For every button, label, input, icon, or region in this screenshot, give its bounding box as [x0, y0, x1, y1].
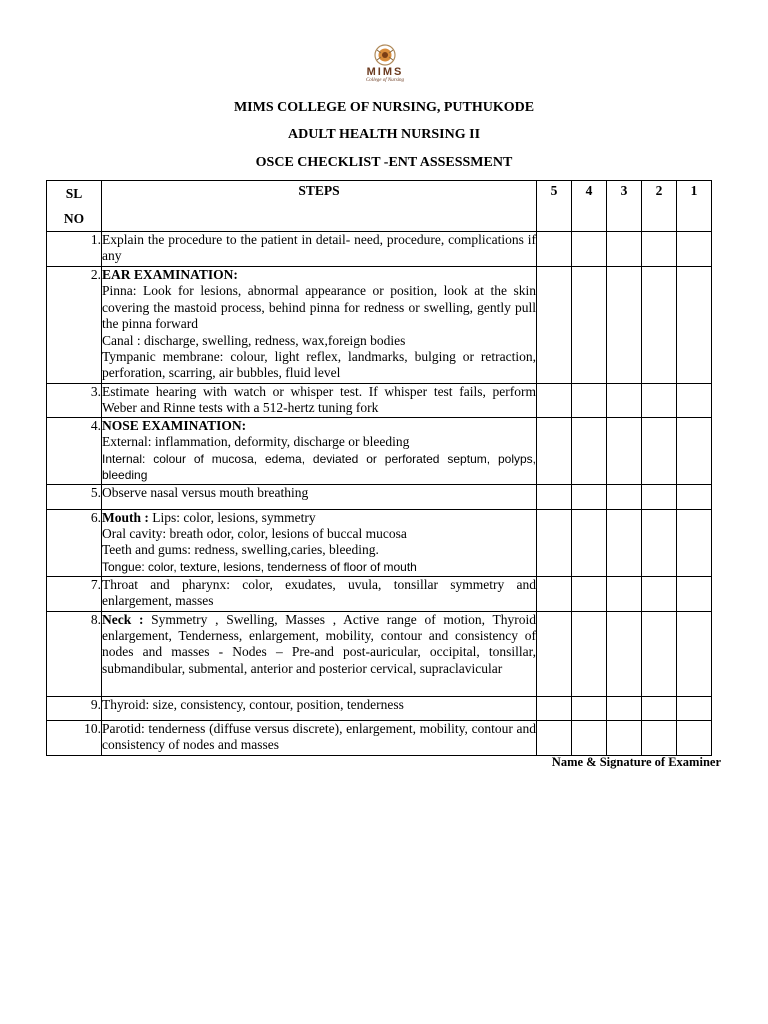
table-row	[47, 484, 712, 509]
score-cell-1[interactable]	[677, 418, 712, 485]
score-cell-2[interactable]	[642, 418, 677, 485]
score-cell-2[interactable]	[642, 696, 677, 720]
row-number: 10.	[47, 720, 102, 755]
column-header-steps: STEPS	[102, 181, 537, 232]
score-cell-3[interactable]	[607, 384, 642, 418]
column-header-score-5: 5	[537, 181, 572, 232]
score-cell-4[interactable]	[572, 267, 607, 384]
step-cell	[102, 611, 537, 696]
score-cell-1[interactable]	[677, 509, 712, 576]
score-cell-5[interactable]	[537, 696, 572, 720]
step-cell	[102, 384, 537, 418]
score-cell-5[interactable]	[537, 611, 572, 696]
step-text: Tympanic membrane: colour, light reflex, landmarks, bulging or retraction, perforation, scarring, air bubbles, fluid level	[102, 349, 536, 381]
table-row	[47, 418, 712, 485]
score-cell-2[interactable]	[642, 576, 677, 611]
score-cell-4[interactable]	[572, 418, 607, 485]
table-row	[47, 232, 712, 267]
score-cell-5[interactable]	[537, 484, 572, 509]
step-text: Tongue: color, texture, lesions, tenderness of floor of mouth	[102, 559, 417, 574]
score-cell-1[interactable]	[677, 484, 712, 509]
score-cell-5[interactable]	[537, 267, 572, 384]
score-cell-3[interactable]	[607, 509, 642, 576]
score-cell-1[interactable]	[677, 611, 712, 696]
column-header-score-4: 4	[572, 181, 607, 232]
step-text: Explain the procedure to the patient in detail- need, procedure, complications if any	[102, 232, 536, 264]
score-cell-3[interactable]	[607, 611, 642, 696]
step-lead-line	[102, 612, 536, 678]
step-text: Parotid: tenderness (diffuse versus discrete), enlargement, mobility, contour and consistency of nodes and masses	[102, 720, 536, 753]
examiner-signature-label: Name & Signature of Examiner	[551, 755, 721, 769]
score-cell-5[interactable]	[537, 232, 572, 267]
college-logo	[357, 44, 413, 88]
step-text: Oral cavity: breath odor, color, lesions of buccal mucosa	[102, 526, 407, 542]
score-cell-5[interactable]	[537, 509, 572, 576]
score-cell-2[interactable]	[642, 720, 677, 755]
row-number: 8.	[47, 611, 102, 696]
table-row	[47, 720, 712, 755]
row-number: 4.	[47, 418, 102, 485]
step-lead-line	[102, 510, 536, 526]
score-cell-3[interactable]	[607, 267, 642, 384]
step-cell	[102, 696, 537, 720]
step-text: Observe nasal versus mouth breathing	[102, 484, 309, 500]
score-cell-3[interactable]	[607, 576, 642, 611]
table-row	[47, 611, 712, 696]
score-cell-2[interactable]	[642, 509, 677, 576]
row-number: 7.	[47, 576, 102, 611]
table-row	[47, 509, 712, 576]
score-cell-5[interactable]	[537, 418, 572, 485]
score-cell-1[interactable]	[677, 232, 712, 267]
score-cell-1[interactable]	[677, 576, 712, 611]
step-text: Thyroid: size, consistency, contour, position, tenderness	[102, 696, 404, 712]
score-cell-4[interactable]	[572, 611, 607, 696]
institution-title: MIMS COLLEGE OF NURSING, PUTHUKODE	[233, 100, 535, 115]
checklist-title: OSCE CHECKLIST -ENT ASSESSMENT	[255, 155, 513, 170]
sl-label: SL	[65, 186, 83, 201]
no-label: NO	[63, 211, 85, 226]
osce-checklist-table	[46, 180, 712, 756]
score-cell-4[interactable]	[572, 484, 607, 509]
row-number: 2.	[47, 267, 102, 384]
table-row	[47, 576, 712, 611]
step-cell	[102, 509, 537, 576]
score-cell-3[interactable]	[607, 696, 642, 720]
score-cell-3[interactable]	[607, 418, 642, 485]
table-row	[47, 696, 712, 720]
score-cell-2[interactable]	[642, 611, 677, 696]
score-cell-2[interactable]	[642, 232, 677, 267]
score-cell-3[interactable]	[607, 720, 642, 755]
table-row	[47, 384, 712, 418]
step-cell	[102, 720, 537, 755]
step-lead: Neck :	[102, 611, 144, 627]
score-cell-1[interactable]	[677, 720, 712, 755]
score-cell-2[interactable]	[642, 484, 677, 509]
score-cell-1[interactable]	[677, 696, 712, 720]
row-number: 3.	[47, 384, 102, 418]
step-text: External: inflammation, deformity, discharge or bleeding	[102, 434, 410, 450]
step-cell	[102, 232, 537, 267]
score-cell-2[interactable]	[642, 384, 677, 418]
score-cell-5[interactable]	[537, 384, 572, 418]
step-cell	[102, 267, 537, 384]
step-text: Canal : discharge, swelling, redness, wax,foreign bodies	[102, 332, 406, 348]
step-heading: EAR EXAMINATION:	[102, 267, 238, 282]
row-number: 5.	[47, 484, 102, 509]
score-cell-1[interactable]	[677, 384, 712, 418]
step-lead-text: Symmetry , Swelling, Masses , Active range of motion, Thyroid enlargement, Tenderness, enlargement, mobility, contour and consistency of nodes and masses - Nodes – Pre-and post-auricular, occipital, tonsillar, submandibular, submental, anterior and posterior cervical, supraclavicular	[102, 611, 536, 676]
step-text: Teeth and gums: redness, swelling,caries, bleeding.	[102, 542, 379, 558]
score-cell-3[interactable]	[607, 484, 642, 509]
row-number: 9.	[47, 696, 102, 720]
step-cell	[102, 418, 537, 485]
score-cell-4[interactable]	[572, 696, 607, 720]
score-cell-4[interactable]	[572, 576, 607, 611]
score-cell-4[interactable]	[572, 720, 607, 755]
step-text: Estimate hearing with watch or whisper test. If whisper test fails, perform Weber and Rinne tests with a 512-hertz tuning fork	[102, 384, 536, 416]
course-title: ADULT HEALTH NURSING II	[287, 127, 481, 142]
score-cell-1[interactable]	[677, 267, 712, 384]
row-number: 6.	[47, 509, 102, 576]
step-lead: Mouth :	[102, 509, 149, 525]
score-cell-3[interactable]	[607, 232, 642, 267]
emblem-icon	[373, 44, 397, 66]
row-number: 1.	[47, 232, 102, 267]
logo-subtext: College of Nursing	[365, 78, 405, 83]
score-cell-5[interactable]	[537, 720, 572, 755]
score-cell-2[interactable]	[642, 267, 677, 384]
score-cell-4[interactable]	[572, 232, 607, 267]
step-lead-text: Lips: color, lesions, symmetry	[148, 509, 316, 525]
logo-wordmark: MIMS	[366, 66, 404, 78]
column-header-score-1: 1	[677, 181, 712, 232]
step-cell	[102, 484, 537, 509]
score-cell-4[interactable]	[572, 509, 607, 576]
column-header-sl-no	[47, 181, 102, 232]
step-cell	[102, 576, 537, 611]
step-text: Internal: colour of mucosa, edema, deviated or perforated septum, polyps, bleeding	[102, 451, 536, 483]
column-header-score-3: 3	[607, 181, 642, 232]
score-cell-5[interactable]	[537, 576, 572, 611]
step-text: Pinna: Look for lesions, abnormal appearance or position, look at the skin covering the mastoid process, behind pinna for redness or swelling, gently pull the pinna forward	[102, 283, 536, 332]
column-header-score-2: 2	[642, 181, 677, 232]
step-heading: NOSE EXAMINATION:	[102, 418, 247, 433]
score-cell-4[interactable]	[572, 384, 607, 418]
table-row	[47, 267, 712, 384]
step-text: Throat and pharynx: color, exudates, uvula, tonsillar symmetry and enlargement, masses	[102, 576, 536, 609]
